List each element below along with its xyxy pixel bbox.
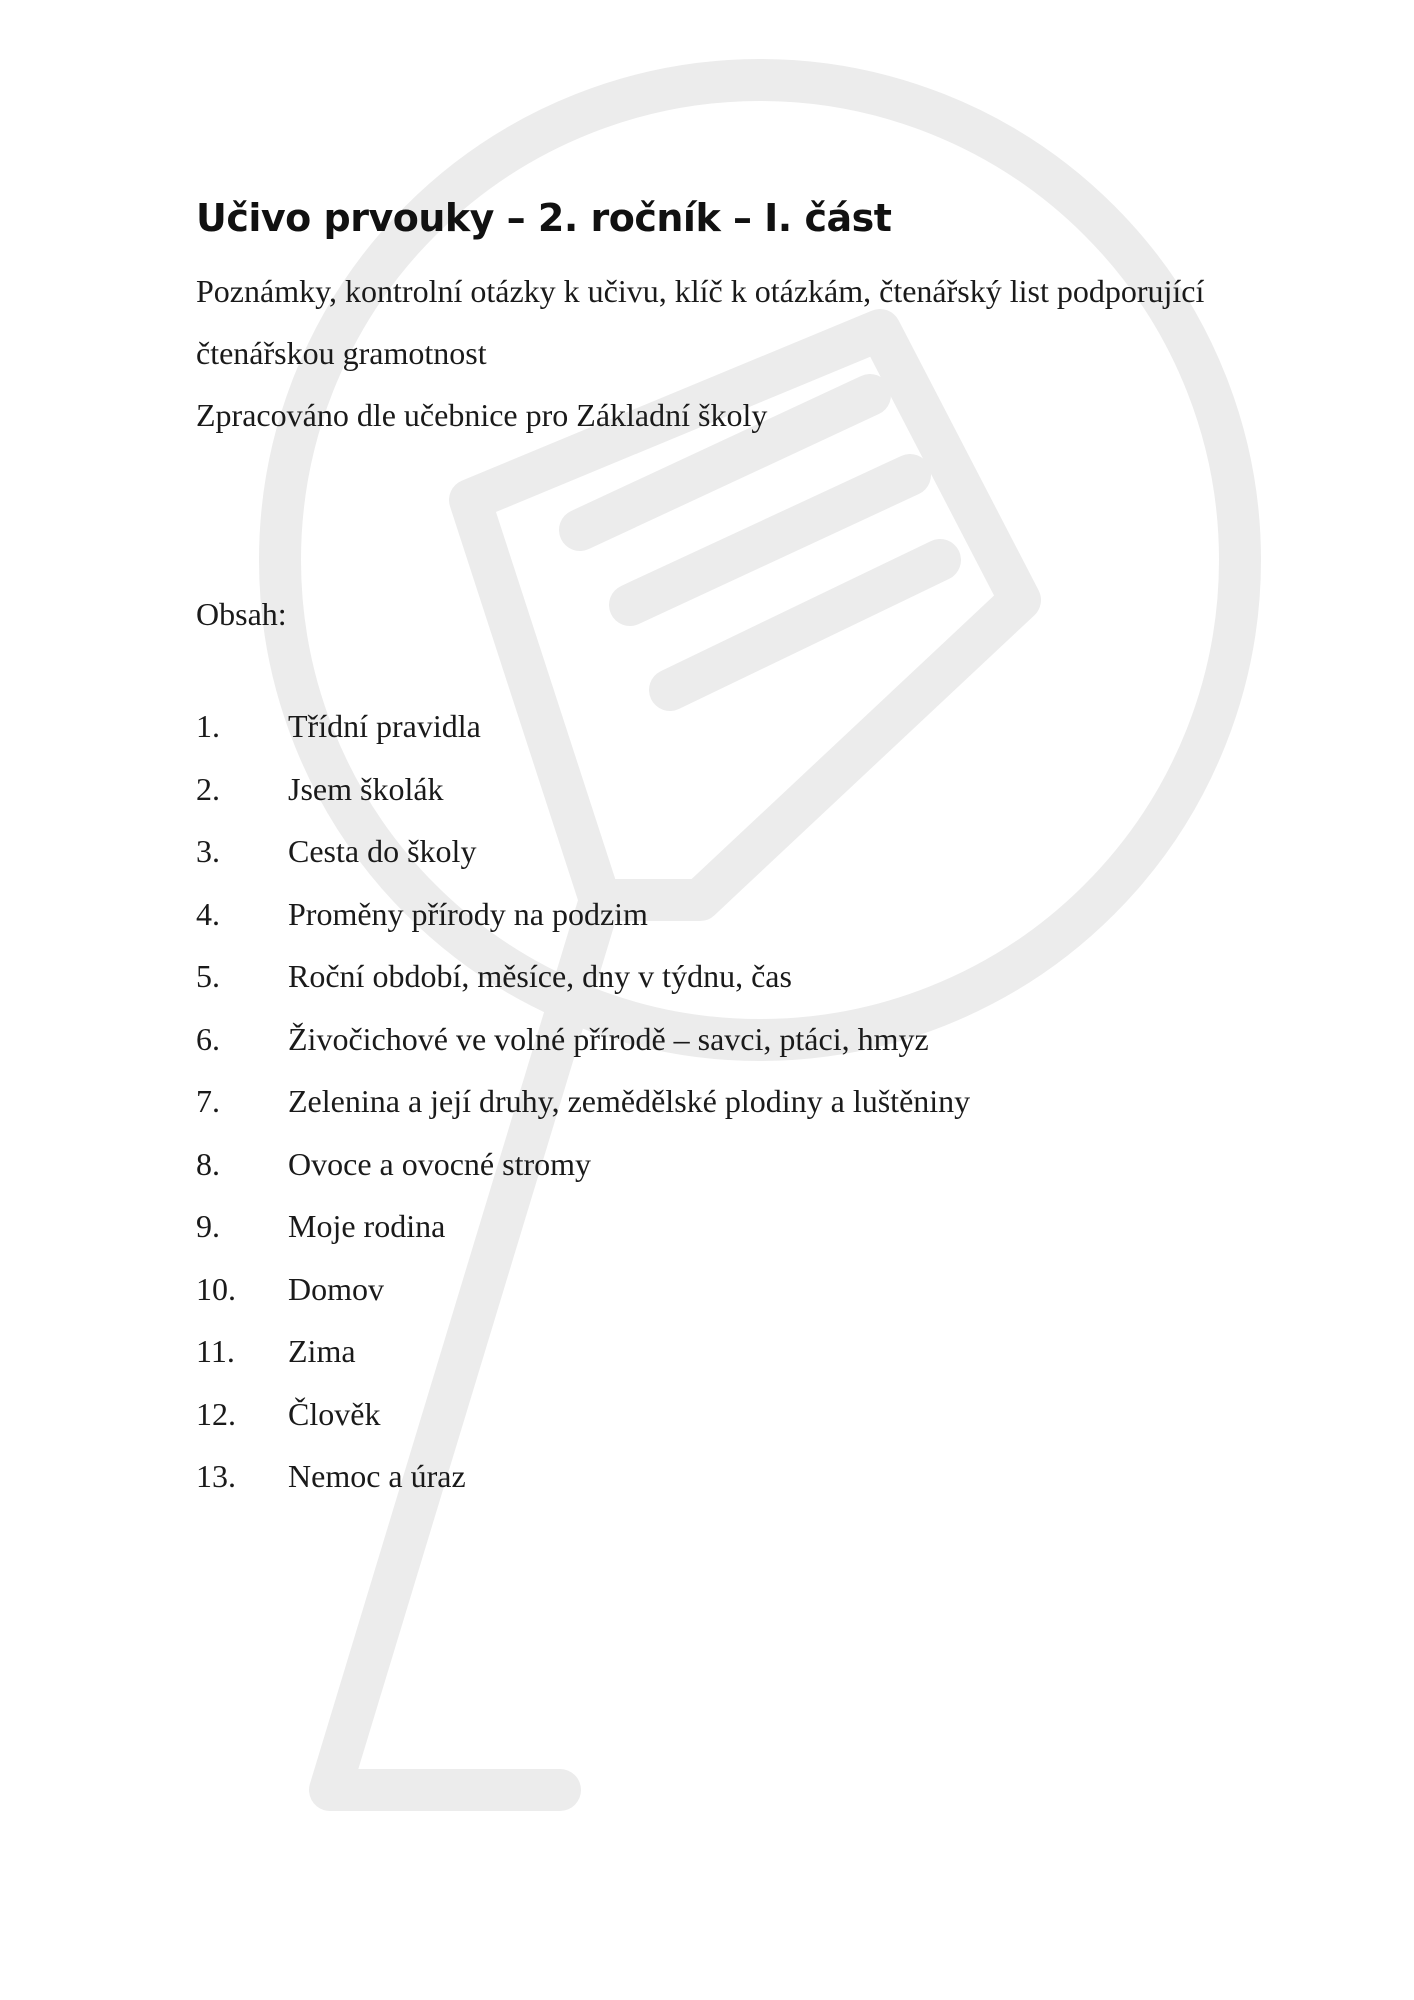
toc-label: Třídní pravidla <box>288 708 481 744</box>
toc-number: 10. <box>196 1270 236 1307</box>
toc-number: 4. <box>196 895 220 932</box>
toc-label: Zelenina a její druhy, zemědělské plodiny a luštěniny <box>288 1083 971 1119</box>
toc-number: 6. <box>196 1020 220 1057</box>
toc-item <box>196 1206 1346 1269</box>
toc-number: 5. <box>196 958 220 994</box>
toc-number: 11. <box>196 1333 235 1369</box>
toc-label: Jsem školák <box>288 770 444 807</box>
document-page <box>196 190 1346 1519</box>
toc-item <box>196 956 1346 1019</box>
toc-label: Cesta do školy <box>288 833 477 869</box>
toc-number: 9. <box>196 1208 220 1244</box>
toc-number: 12. <box>196 1395 236 1432</box>
toc-number: 3. <box>196 833 220 869</box>
contents-label: Obsah: <box>196 596 287 632</box>
toc-label: Zima <box>288 1333 356 1369</box>
toc-item <box>196 1269 1346 1332</box>
toc-label: Roční období, měsíce, dny v týdnu, čas <box>288 958 792 994</box>
toc-label: Moje rodina <box>288 1208 446 1244</box>
toc-number: 8. <box>196 1145 220 1182</box>
intro-line: Poznámky, kontrolní otázky k učivu, klíč k otázkám, čtenářský list podporující <box>196 273 1205 309</box>
toc-item <box>196 1331 1346 1394</box>
toc-item <box>196 1019 1346 1082</box>
toc-item <box>196 1081 1346 1144</box>
intro-line: čtenářskou gramotnost <box>196 335 487 371</box>
toc-item <box>196 894 1346 957</box>
toc-number: 7. <box>196 1083 220 1119</box>
intro-line: Zpracováno dle učebnice pro Základní školy <box>196 397 768 433</box>
toc-item <box>196 831 1346 894</box>
toc-label: Nemoc a úraz <box>288 1458 466 1494</box>
toc-label: Živočichové ve volné přírodě – savci, ptáci, hmyz <box>288 1020 929 1057</box>
toc-number: 2. <box>196 770 220 807</box>
toc-item <box>196 1456 1346 1519</box>
toc-label: Proměny přírody na podzim <box>288 895 648 932</box>
table-of-contents <box>196 706 1346 1519</box>
toc-label: Ovoce a ovocné stromy <box>288 1145 592 1182</box>
toc-number: 13. <box>196 1458 236 1494</box>
toc-item <box>196 1144 1346 1207</box>
document-title: Učivo prvouky – 2. ročník – I. část <box>196 196 892 240</box>
toc-label: Člověk <box>288 1395 381 1432</box>
toc-item <box>196 1394 1346 1457</box>
toc-label: Domov <box>288 1270 384 1307</box>
toc-item <box>196 769 1346 832</box>
toc-number: 1. <box>196 708 220 744</box>
toc-item <box>196 706 1346 769</box>
